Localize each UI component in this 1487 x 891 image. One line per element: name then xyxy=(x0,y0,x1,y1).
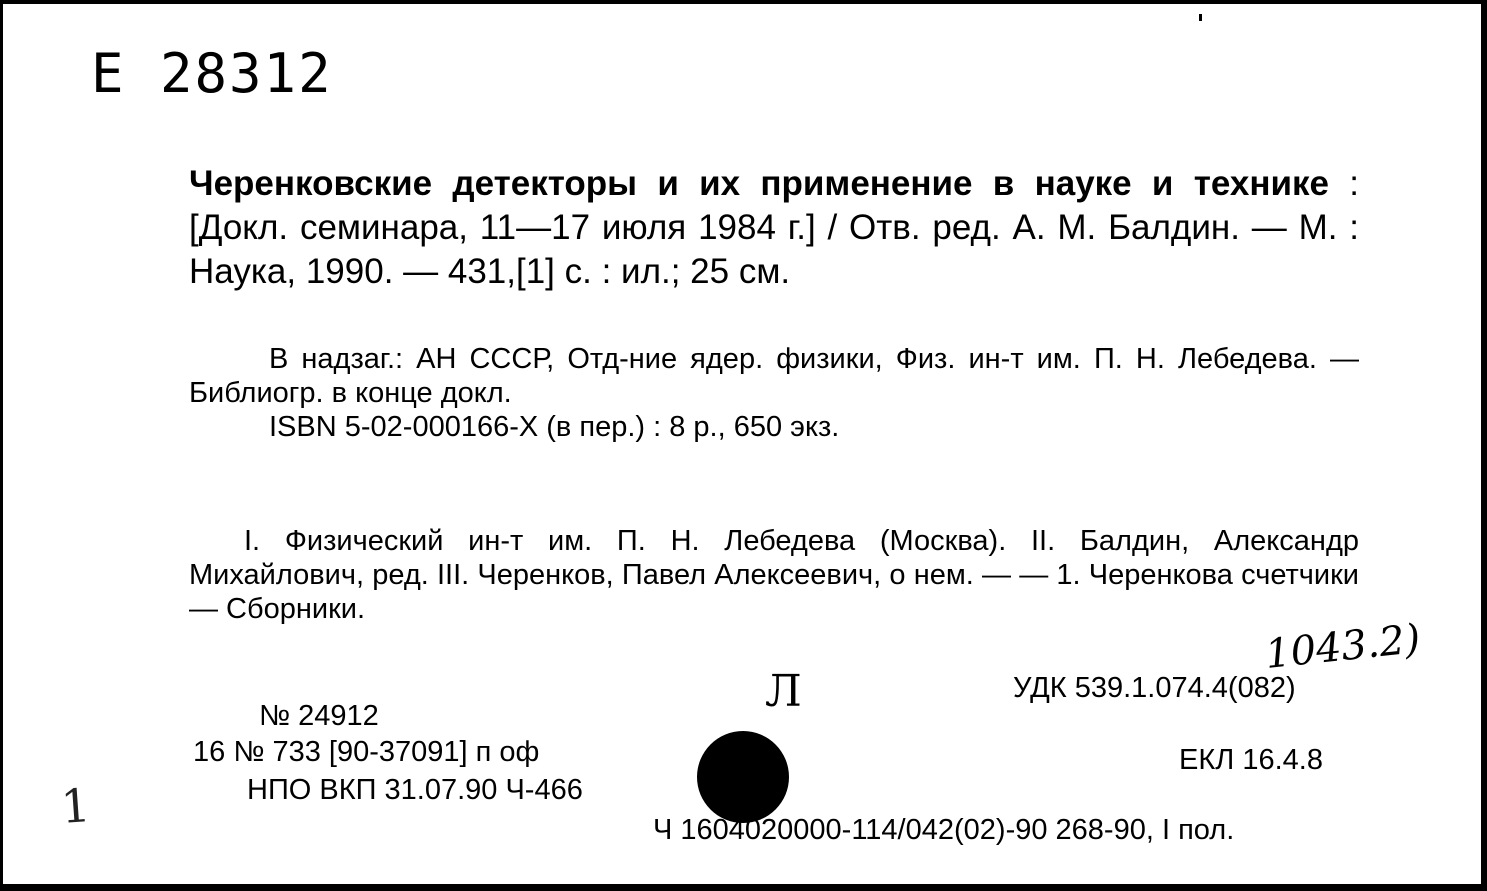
shelfmark: Е 28312 xyxy=(91,42,333,105)
letter-mark: Л xyxy=(765,666,802,717)
card-number: № 24912 xyxy=(259,700,379,732)
index-line: Ч 1604020000-114/042(02)-90 268-90, I пол. xyxy=(653,814,1235,846)
title-bold: Черенковские детекторы и их применение в науке и технике xyxy=(189,164,1329,203)
order-line: 16 № 733 [90-37091] п оф xyxy=(193,736,540,768)
tracing-block: I. Физический ин-т им. П. Н. Лебедева (Москва). II. Балдин, Александр Михайлович, ред. III. Черенков, Павел Алексеевич, о нем. — — 1. Черенкова счетчики — Сборники. xyxy=(189,525,1359,625)
catalog-card xyxy=(3,4,1481,884)
title-rest: : [Докл. семинара, 11—17 июля 1984 г.] / Отв. ред. А. М. Балдин. — М. : Наука, 1990. — 431,[1] с. : ил.; 25 см. xyxy=(189,164,1359,291)
note-isbn: ISBN 5-02-000166-X (в пер.) : 8 р., 650 экз. xyxy=(269,411,840,443)
udk-code: УДК 539.1.074.4(082) xyxy=(1013,672,1296,704)
bibliographic-description xyxy=(189,162,1359,294)
note-header: В надзаг.: АН СССР, Отд-ние ядер. физики, Физ. ин-т им. П. Н. Лебедева. — Библиогр. в конце докл. xyxy=(189,343,1359,409)
ink-speck xyxy=(1199,14,1202,21)
npo-line: НПО ВКП 31.07.90 Ч-466 xyxy=(247,774,583,806)
ekl-code: ЕКЛ 16.4.8 xyxy=(1179,744,1323,776)
punch-hole xyxy=(697,731,789,823)
handwritten-number: 1043.2) xyxy=(1263,615,1423,679)
pencil-mark: 1 xyxy=(59,778,93,834)
notes-block xyxy=(189,342,1359,444)
